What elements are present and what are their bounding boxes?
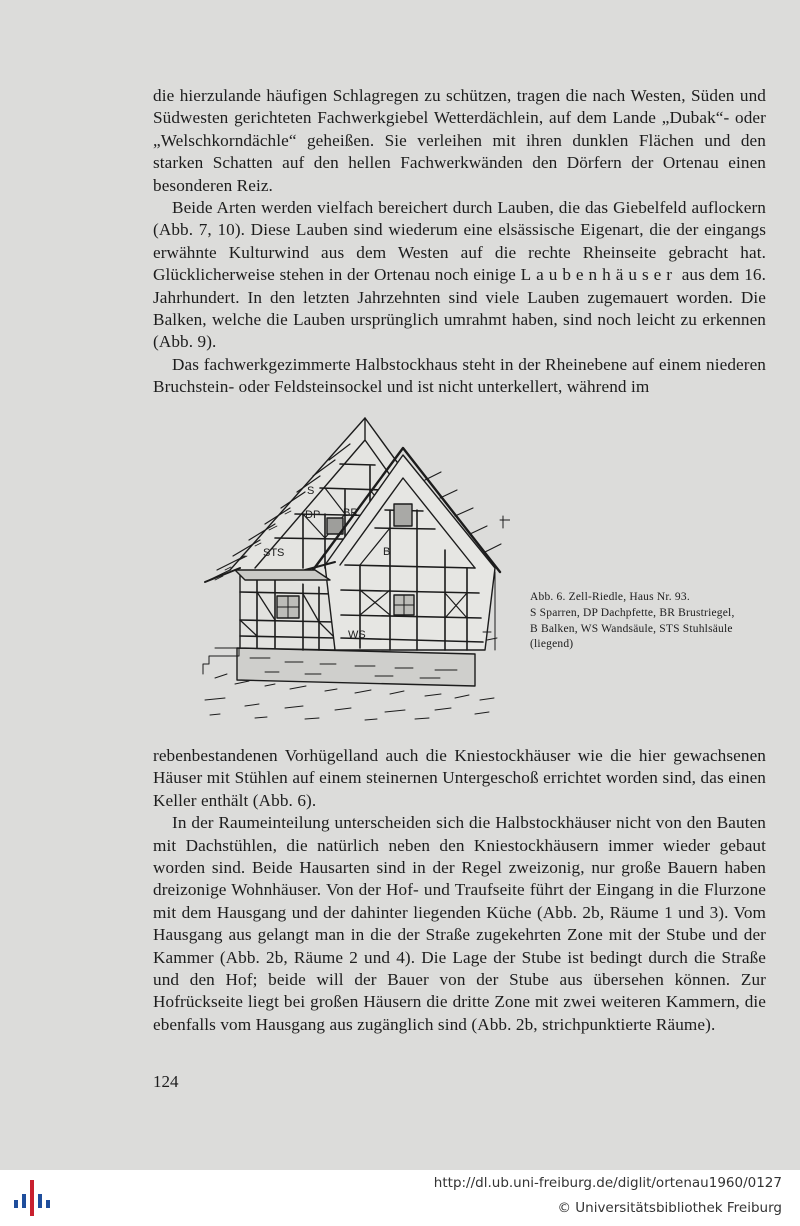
- figure-caption: [530, 590, 770, 653]
- caption-line: (liegend): [530, 638, 574, 651]
- page-number: 124: [153, 1072, 179, 1091]
- label-s: S: [307, 485, 315, 497]
- spaced-term: Laubenhäuser: [520, 265, 677, 285]
- paragraph-text: Beide Arten werden vielfach bereichert durch Lauben, die das Giebelfeld auflockern (Abb. 7, 10). Diese Lauben sind wiederum eine elsässische Eigenart, die der eingangs erwähnte Kulturwind aus dem Westen auf die rechte Rheinseite gebracht hat. Glücklicherweise stehen in der Ortenau noch einige: [153, 198, 766, 285]
- window: [394, 504, 412, 526]
- university-library-logo: [12, 1178, 52, 1218]
- entrance-steps: [203, 648, 239, 674]
- paragraph: die hierzulande häufigen Schlagregen zu schützen, tragen die nach Westen, Süden und Südwesten gerichteten Fachwerkgiebel Wetterdächlein, auf dem Lande „Dubak“- oder „Welschkorndächle“ geheißen. Sie verleihen mit ihren dunklen Flächen und den starken Schatten auf den hellen Fachwerkwänden den Dörfern der Ortenau einen besonderen Reiz.: [153, 86, 766, 195]
- caption-line: Abb. 6. Zell-Riedle, Haus Nr. 93.: [530, 591, 690, 603]
- paragraph-text: aus dem 16. Jahrhundert. In den letzten Jahrzehnten sind viele Lauben zugemauert worden. Die Balken, welche die Lauben ursprünglich umrahmt haben, sind noch leicht zu erkennen (Abb. 9).: [153, 265, 767, 352]
- label-sts: STS: [263, 547, 285, 559]
- text-block-top: [153, 85, 766, 399]
- footer-bar: [0, 1170, 800, 1226]
- caption-line: S Sparren, DP Dachpfette, BR Brustriegel,: [530, 606, 735, 619]
- paragraph: rebenbestandenen Vorhügelland auch die Kniestockhäuser wie die hier gewachsenen Häuser mit Stühlen auf einem steinernen Untergeschoß errichtet worden sind, das einen Keller enthält (Abb. 6).: [153, 746, 766, 810]
- caption-line: B Balken, WS Wandsäule, STS Stuhlsäule: [530, 622, 733, 635]
- text-block-bottom: [153, 745, 766, 1036]
- paragraph: Das fachwerkgezimmerte Halbstockhaus steht in der Rheinebene auf einem niederen Bruchstein- oder Feldsteinsockel und ist nicht unterkellert, während im: [153, 354, 766, 397]
- stone-plinth: [237, 648, 475, 686]
- label-ws: WS: [348, 629, 366, 641]
- label-b: B: [383, 546, 391, 558]
- paragraph: In der Raumeinteilung unterscheiden sich die Halbstockhäuser nicht von den Bauten mit Dachstühlen, die natürlich neben den Kniestockhäusern immer wieder gebaut worden sind. Beide Hausarten sind in der Regel zweizonig, nur große Bauern haben dreizonige Wohnhäuser. Von der Hof- und Traufseite führt der Eingang in die Flurzone mit dem Hausgang und der dahinter liegenden Küche (Abb. 2b, Räume 1 und 3). Vom Hausgang aus gelangt man in die der Straße zugekehrten Zone mit der Stube und der Kammer (Abb. 2b, Räume 2 und 4). Die Lage der Stube ist bedingt durch die Straße und den Hof; beide will der Bauer von der Stube aus übersehen können. Zur Hofrückseite liegt bei großen Häusern die dritte Zone mit zwei weiteren Kammern, die ebenfalls vom Hausgang aus zugänglich sind (Abb. 2b, strichpunktierte Räume).: [153, 813, 766, 1034]
- source-url[interactable]: http://dl.ub.uni-freiburg.de/diglit/ortenau1960/0127: [433, 1175, 782, 1191]
- label-dp: DP: [305, 509, 321, 521]
- copyright-notice: © Universitätsbibliothek Freiburg: [557, 1200, 782, 1216]
- paragraph: [153, 197, 766, 354]
- house-sketch-figure: [195, 410, 510, 722]
- label-br: BR: [343, 507, 359, 519]
